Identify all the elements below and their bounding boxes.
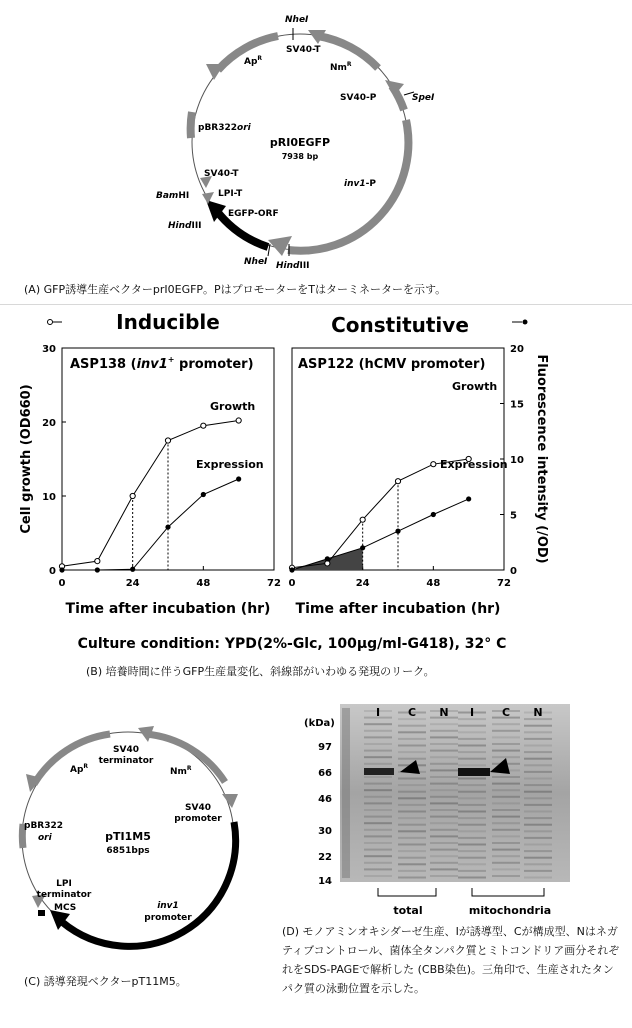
label-lpi-b: terminator	[36, 890, 92, 900]
growth-point	[395, 479, 400, 484]
marker-label: 66	[318, 768, 332, 779]
pbr-arc-c	[22, 824, 23, 848]
gel-band-smear	[364, 796, 392, 798]
caption-d: (D) モノアミンオキシダーゼ生産、Iが誘導型、Cが構成型、Nはネガティブコントロール、菌体全タンパク質とミトコンドリア画分それぞれをSDS-PAGEで解析した (CBB染色)。三角印で、生産されたタンパク質の泳動位置を示した。	[282, 925, 620, 995]
gel-band-smear	[492, 796, 520, 798]
gel-band-smear	[364, 776, 392, 778]
label-apr-c: $Ap^R$	[70, 763, 89, 775]
gel-band-smear	[492, 842, 520, 844]
gel-band-smear	[492, 849, 520, 851]
gel-band-smear	[364, 875, 392, 877]
gel-band-smear	[458, 764, 486, 766]
sds-page-gel	[300, 704, 610, 924]
label-egfp-orf: EGFP-ORF	[228, 209, 279, 219]
gel-band-smear	[524, 837, 552, 839]
gel-band-smear	[398, 870, 426, 872]
bracket-mito	[472, 888, 544, 896]
y-axis-label-right: Fluorescence intensity (/OD)	[534, 354, 549, 564]
gel-band-smear	[458, 745, 486, 747]
gel-band-smear	[458, 797, 486, 799]
gel-band-smear	[458, 824, 486, 826]
gel-band-smear	[398, 863, 426, 865]
lane-label: N	[533, 706, 543, 719]
expression-point	[59, 567, 64, 572]
gel-band-smear	[430, 802, 458, 804]
expression-point	[395, 529, 400, 534]
gel-band-smear	[430, 796, 458, 798]
gel-band-smear	[458, 863, 486, 865]
gel-band-smear	[364, 809, 392, 811]
gel-band-smear	[492, 855, 520, 857]
expression-point	[325, 556, 330, 561]
expression-point	[201, 492, 206, 497]
growth-point	[201, 423, 206, 428]
sv40-promoter-arrow-c	[222, 794, 238, 808]
gel-band-smear	[398, 797, 426, 799]
label-sv40t-top: SV40-T	[286, 45, 321, 55]
chart-left-title: ASP138 (inv1+ promoter)	[70, 355, 254, 372]
gel-band-smear	[492, 789, 520, 791]
marker-label: 46	[318, 794, 332, 805]
gel-band-smear	[364, 750, 392, 752]
label-nhe1-top: NheI	[285, 15, 309, 25]
marker-label: 97	[318, 742, 332, 753]
gel-band-smear	[524, 857, 552, 859]
gel-band-smear	[524, 778, 552, 780]
x-axis-label-left: Time after incubation (hr)	[65, 601, 271, 617]
gel-band-smear	[398, 778, 426, 780]
gel-band-smear	[430, 855, 458, 857]
gel-band-smear	[430, 849, 458, 851]
gel-band-smear	[492, 723, 520, 725]
gel-band-smear	[398, 731, 426, 733]
band-mito-inducible	[458, 768, 490, 776]
x-tick-label: 0	[58, 578, 66, 589]
label-lpi-a: LPI	[56, 879, 72, 889]
gel-band-smear	[430, 868, 458, 870]
gel-band-smear	[430, 723, 458, 725]
gel-band-smear	[430, 862, 458, 864]
gel-band-smear	[398, 877, 426, 879]
pbr-ori-arc	[191, 112, 192, 138]
gel-band-smear	[524, 811, 552, 813]
gel-band-smear	[364, 816, 392, 818]
gel-band-smear	[458, 870, 486, 872]
gel-band-smear	[492, 829, 520, 831]
growth-line	[62, 421, 239, 567]
x-tick-label: 24	[125, 578, 140, 589]
label-apr: $Ap^R$	[244, 55, 263, 67]
label-nhe1-bottom: NheI	[244, 257, 268, 267]
label-inv1-prom-a: inv1	[157, 901, 179, 911]
x-axis-label-right: Time after incubation (hr)	[295, 601, 501, 617]
gel-band-smear	[524, 870, 552, 872]
gel-band-smear	[524, 850, 552, 852]
gel-band-smear	[430, 789, 458, 791]
label-nmr-c: $Nm^R$	[170, 765, 192, 777]
x-tick-label: 48	[196, 578, 211, 589]
gel-band-smear	[458, 758, 486, 760]
gel-band-smear	[524, 738, 552, 740]
gel-band-smear	[492, 802, 520, 804]
chart-right-title: ASP122 (hCMV promoter)	[298, 357, 486, 372]
gel-band-smear	[364, 743, 392, 745]
gel-band-smear	[458, 837, 486, 839]
expression-point	[130, 567, 135, 572]
gel-band-smear	[524, 745, 552, 747]
gel-band-smear	[492, 809, 520, 811]
gel-band-smear	[524, 764, 552, 766]
expression-point	[236, 476, 241, 481]
gel-band-smear	[364, 829, 392, 831]
marker-label: 22	[318, 852, 332, 863]
gel-band-smear	[492, 868, 520, 870]
gel-band-smear	[398, 824, 426, 826]
expression-point	[165, 524, 170, 529]
growth-point	[325, 561, 330, 566]
expression-line	[62, 479, 239, 570]
growth-line	[292, 459, 469, 568]
gel-band-smear	[364, 862, 392, 864]
gel-band-smear	[524, 725, 552, 727]
growth-expression-charts	[0, 310, 632, 655]
group-mito-label: mitochondria	[468, 904, 552, 917]
gel-band-smear	[364, 763, 392, 765]
gel-band-smear	[524, 830, 552, 832]
y-tick-label: 30	[42, 344, 56, 355]
growth-point	[236, 418, 241, 423]
gel-band-smear	[364, 835, 392, 837]
divider	[0, 304, 632, 305]
gel-band-smear	[430, 743, 458, 745]
gel-band-smear	[430, 842, 458, 844]
gel-band-smear	[524, 731, 552, 733]
y-tick-label: 10	[510, 455, 524, 466]
gel-band-smear	[364, 756, 392, 758]
gel-band-smear	[398, 811, 426, 813]
gel-band-smear	[524, 877, 552, 879]
gel-band-smear	[524, 824, 552, 826]
gel-band-smear	[430, 783, 458, 785]
gel-band-smear	[430, 756, 458, 758]
y-tick-label: 20	[510, 344, 524, 355]
gel-band-smear	[524, 791, 552, 793]
growth-point	[130, 493, 135, 498]
plasmid-c-size: 6851bps	[106, 846, 150, 856]
gel-band-smear	[458, 731, 486, 733]
gel-band-smear	[524, 771, 552, 773]
gel-band-smear	[458, 844, 486, 846]
label-inv1-prom-b: promoter	[144, 913, 192, 923]
gel-band-smear	[398, 784, 426, 786]
growth-annotation: Growth	[452, 380, 498, 393]
gel-band-smear	[430, 750, 458, 752]
expression-point	[466, 496, 471, 501]
gel-band-smear	[430, 776, 458, 778]
caption-c: (C) 誘導発現ベクターpT11M5。	[24, 975, 187, 988]
gel-band-smear	[398, 837, 426, 839]
gel-band-smear	[492, 776, 520, 778]
label-sv40-term-a: SV40	[113, 745, 139, 755]
gel-band-smear	[430, 809, 458, 811]
expression-annotation: Expression	[196, 458, 264, 471]
plasmid-map-c	[0, 712, 270, 972]
label-lpit: LPI-T	[218, 189, 243, 199]
gel-band-smear	[492, 862, 520, 864]
growth-point	[360, 517, 365, 522]
lane-label: N	[439, 706, 449, 719]
caption-a: (A) GFP誘導生産ベクターprI0EGFP。PはプロモーターをTはターミネーターを示す。	[24, 283, 447, 296]
expression-point	[360, 545, 365, 550]
caption-b: (B) 培養時間に伴うGFP生産量変化、斜線部がいわゆる発現のリーク。	[86, 665, 435, 678]
marker-label: 30	[318, 826, 332, 837]
gel-band-smear	[524, 844, 552, 846]
y-tick-label: 15	[510, 399, 524, 411]
y-tick-label: 5	[510, 510, 517, 522]
label-pbr-c-a: pBR322	[24, 821, 64, 831]
plasmid-a-name: pRI0EGFP	[269, 136, 331, 149]
gel-band-smear	[492, 743, 520, 745]
gel-band-smear	[364, 822, 392, 824]
gel-band-smear	[364, 730, 392, 732]
plasmid-a-size: 7938 bp	[281, 152, 319, 161]
expression-point	[95, 567, 100, 572]
filled-marker-legend	[523, 320, 528, 325]
gel-band-smear	[458, 778, 486, 780]
gel-band-smear	[458, 751, 486, 753]
y-tick-label: 10	[42, 492, 56, 503]
gel-band-smear	[398, 817, 426, 819]
title-constitutive: Constitutive	[331, 313, 469, 337]
gel-band-smear	[458, 811, 486, 813]
gel-band-smear	[492, 783, 520, 785]
growth-point	[165, 438, 170, 443]
gel-band-smear	[430, 769, 458, 771]
bracket-total	[378, 888, 436, 896]
gel-band-smear	[492, 736, 520, 738]
gel-band-smear	[398, 850, 426, 852]
gel-band-smear	[492, 816, 520, 818]
expression-annotation: Expression	[440, 458, 508, 471]
lane-label: C	[501, 706, 511, 719]
gel-band-smear	[430, 835, 458, 837]
group-total-label: total	[393, 904, 423, 917]
label-bamh1: BamHI	[156, 191, 190, 201]
gel-band-smear	[458, 725, 486, 727]
growth-annotation: Growth	[210, 400, 256, 413]
label-nmr: $Nm^R$	[330, 61, 352, 73]
gel-band-smear	[430, 822, 458, 824]
plasmid-map-a	[0, 0, 632, 280]
x-tick-label: 24	[355, 578, 370, 589]
gel-band-smear	[492, 822, 520, 824]
gel-band-smear	[398, 738, 426, 740]
gel-band-smear	[458, 850, 486, 852]
title-inducible: Inducible	[116, 310, 220, 334]
gel-band-smear	[364, 723, 392, 725]
mcs-box-c	[38, 910, 45, 916]
gel-band-smear	[524, 797, 552, 799]
gel-band-smear	[398, 844, 426, 846]
gel-band-smear	[430, 829, 458, 831]
gel-band-smear	[524, 863, 552, 865]
gel-band-smear	[458, 830, 486, 832]
gel-band-smear	[398, 830, 426, 832]
gel-band-smear	[430, 730, 458, 732]
gel-band-smear	[398, 751, 426, 753]
culture-condition: Culture condition: YPD(2%-Glc, 100μg/ml-G418), 32° C	[77, 636, 507, 652]
gel-band-smear	[492, 730, 520, 732]
label-sv40-prom-a: SV40	[185, 803, 211, 813]
y-tick-label: 0	[510, 566, 517, 577]
label-sv40p: SV40-P	[340, 93, 377, 103]
y-tick-label: 0	[49, 566, 56, 577]
lane-label: I	[375, 706, 381, 719]
plasmid-c-name: pTI1M5	[105, 830, 151, 843]
x-tick-label: 72	[267, 578, 281, 589]
gel-band-smear	[458, 804, 486, 806]
open-marker-legend	[48, 320, 53, 325]
y-tick-label: 20	[42, 418, 56, 429]
label-hind-bottom: HindIII	[276, 261, 310, 271]
gel-band-smear	[458, 791, 486, 793]
gel-band-smear	[364, 789, 392, 791]
growth-point	[431, 462, 436, 467]
gel-band-smear	[398, 804, 426, 806]
label-sv40-prom-b: promoter	[174, 814, 222, 824]
gel-band-smear	[492, 750, 520, 752]
expression-point	[431, 512, 436, 517]
gel-band-smear	[364, 849, 392, 851]
gel-band-smear	[524, 784, 552, 786]
label-pbr-c-b: ori	[38, 833, 52, 843]
gel-band-smear	[458, 817, 486, 819]
x-tick-label: 48	[426, 578, 441, 589]
gel-band-smear	[430, 763, 458, 765]
gel-band-smear	[524, 804, 552, 806]
gel-band-smear	[430, 875, 458, 877]
gel-band-smear	[458, 738, 486, 740]
gel-band-smear	[458, 877, 486, 879]
x-tick-label: 72	[497, 578, 511, 589]
x-tick-label: 0	[288, 578, 296, 589]
gel-band-smear	[364, 868, 392, 870]
kda-label: (kDa)	[304, 718, 335, 729]
gel-band-smear	[430, 816, 458, 818]
gel-band-smear	[398, 745, 426, 747]
lane-label: C	[407, 706, 417, 719]
gel-band-smear	[458, 784, 486, 786]
marker-label: 14	[318, 876, 332, 887]
label-mcs: MCS	[54, 903, 77, 913]
gel-band-smear	[492, 756, 520, 758]
label-sv40-term-b: terminator	[98, 756, 154, 766]
y-axis-label-left: Cell growth (OD660)	[19, 384, 34, 534]
gel-band-smear	[524, 817, 552, 819]
gel-band-smear	[364, 802, 392, 804]
label-hind-left: HindIII	[168, 221, 202, 231]
marker-lane	[342, 708, 350, 878]
gel-band-smear	[398, 791, 426, 793]
gel-band-smear	[364, 842, 392, 844]
label-pbr322: pBR322ori	[198, 123, 251, 133]
gel-band-smear	[398, 857, 426, 859]
growth-point	[95, 559, 100, 564]
label-spe1: SpeI	[412, 93, 435, 103]
gel-band-smear	[492, 875, 520, 877]
lane-label: I	[469, 706, 475, 719]
gel-band-smear	[524, 758, 552, 760]
gel-band-smear	[398, 758, 426, 760]
gel-band-smear	[458, 857, 486, 859]
gel-band-smear	[398, 725, 426, 727]
gel-band-smear	[364, 736, 392, 738]
gel-band-smear	[524, 751, 552, 753]
gel-band-smear	[364, 855, 392, 857]
gel-band-smear	[492, 835, 520, 837]
expression-line	[292, 499, 469, 570]
label-sv40t-left: SV40-T	[204, 169, 239, 179]
gel-band-smear	[430, 736, 458, 738]
band-total-inducible	[364, 768, 394, 775]
gel-band-smear	[364, 783, 392, 785]
label-inv1p: inv1-P	[344, 179, 376, 189]
expression-point	[289, 567, 294, 572]
